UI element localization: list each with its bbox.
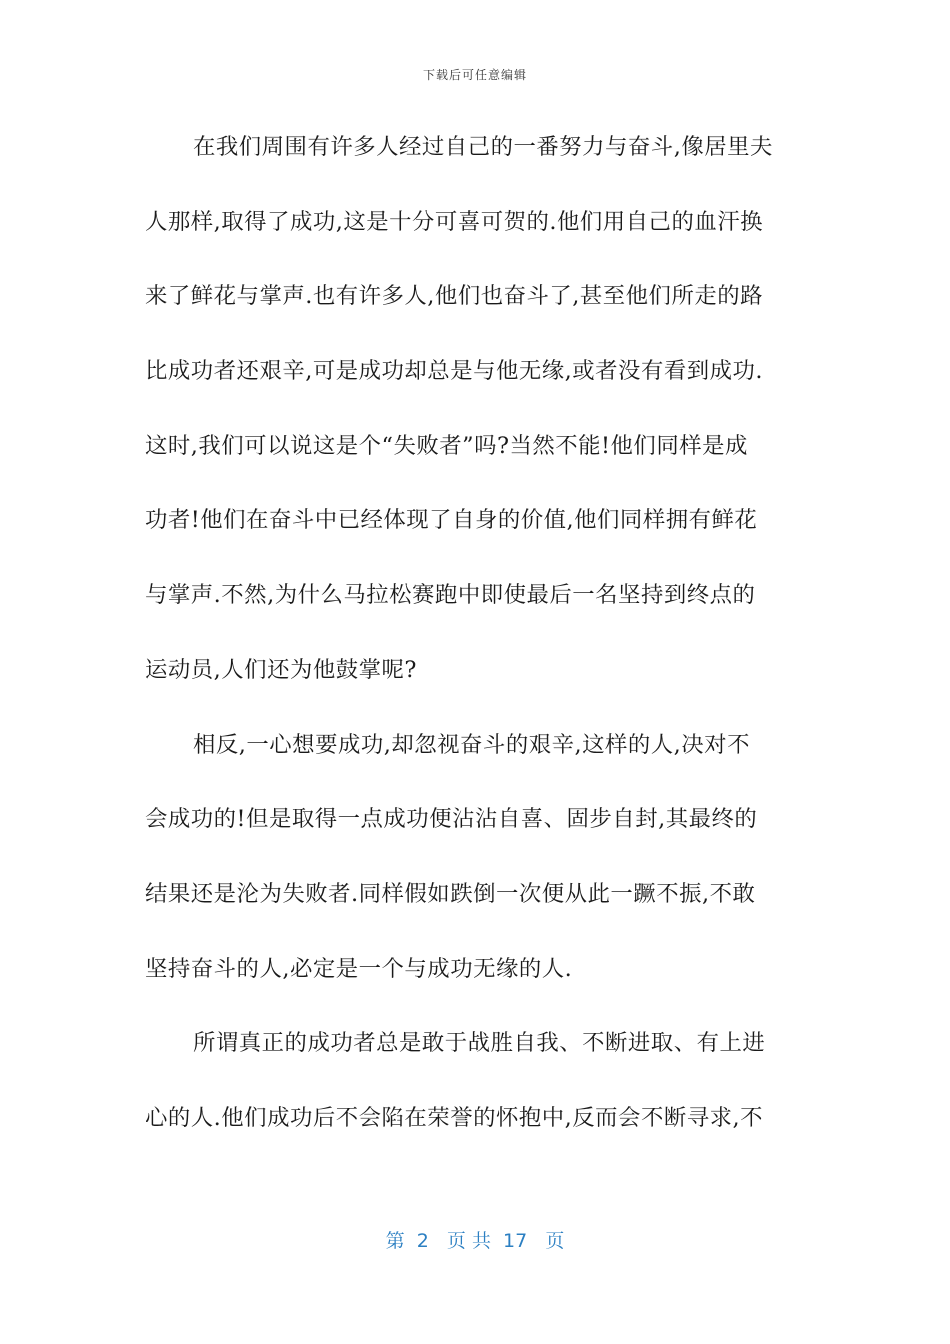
paragraph-1-line-6: 功者!他们在奋斗中已经体现了自身的价值,他们同样拥有鲜花 bbox=[145, 507, 758, 534]
paragraph-1-line-5: 这时,我们可以说这是个“失败者”吗?当然不能!他们同样是成 bbox=[145, 432, 748, 459]
paragraph-1-line-3: 来了鲜花与掌声.也有许多人,他们也奋斗了,甚至他们所走的路 bbox=[145, 283, 764, 310]
paragraph-3-line-2: 心的人.他们成功后不会陷在荣誉的怀抱中,反而会不断寻求,不 bbox=[145, 1104, 764, 1131]
paragraph-1-line-2: 人那样,取得了成功,这是十分可喜可贺的.他们用自己的血汗换 bbox=[145, 208, 764, 235]
header-note: 下载后可任意编辑 bbox=[422, 68, 527, 82]
paragraph-2-line-3: 结果还是沦为失败者.同样假如跌倒一次便从此一蹶不振,不敢 bbox=[145, 880, 756, 907]
page-number: 第 2 页 共 17 页 bbox=[385, 1230, 565, 1252]
paragraph-1-line-7: 与掌声.不然,为什么马拉松赛跑中即使最后一名坚持到终点的 bbox=[145, 582, 756, 609]
paragraph-2-line-2: 会成功的!但是取得一点成功便沾沾自喜、固步自封,其最终的 bbox=[145, 806, 758, 833]
paragraph-1-line-4: 比成功者还艰辛,可是成功却总是与他无缘,或者没有看到成功. bbox=[145, 358, 764, 385]
paragraph-1-line-8: 运动员,人们还为他鼓掌呢? bbox=[145, 656, 417, 683]
document-body bbox=[145, 110, 805, 1156]
paragraph-2-line-1: 相反,一心想要成功,却忽视奋斗的艰辛,这样的人,决对不 bbox=[193, 731, 750, 758]
paragraph-3-line-1: 所谓真正的成功者总是敢于战胜自我、不断进取、有上进 bbox=[193, 1030, 766, 1057]
paragraph-2-line-4: 坚持奋斗的人,必定是一个与成功无缘的人. bbox=[145, 955, 573, 982]
paragraph-1-line-1: 在我们周围有许多人经过自己的一番努力与奋斗,像居里夫 bbox=[193, 134, 773, 160]
